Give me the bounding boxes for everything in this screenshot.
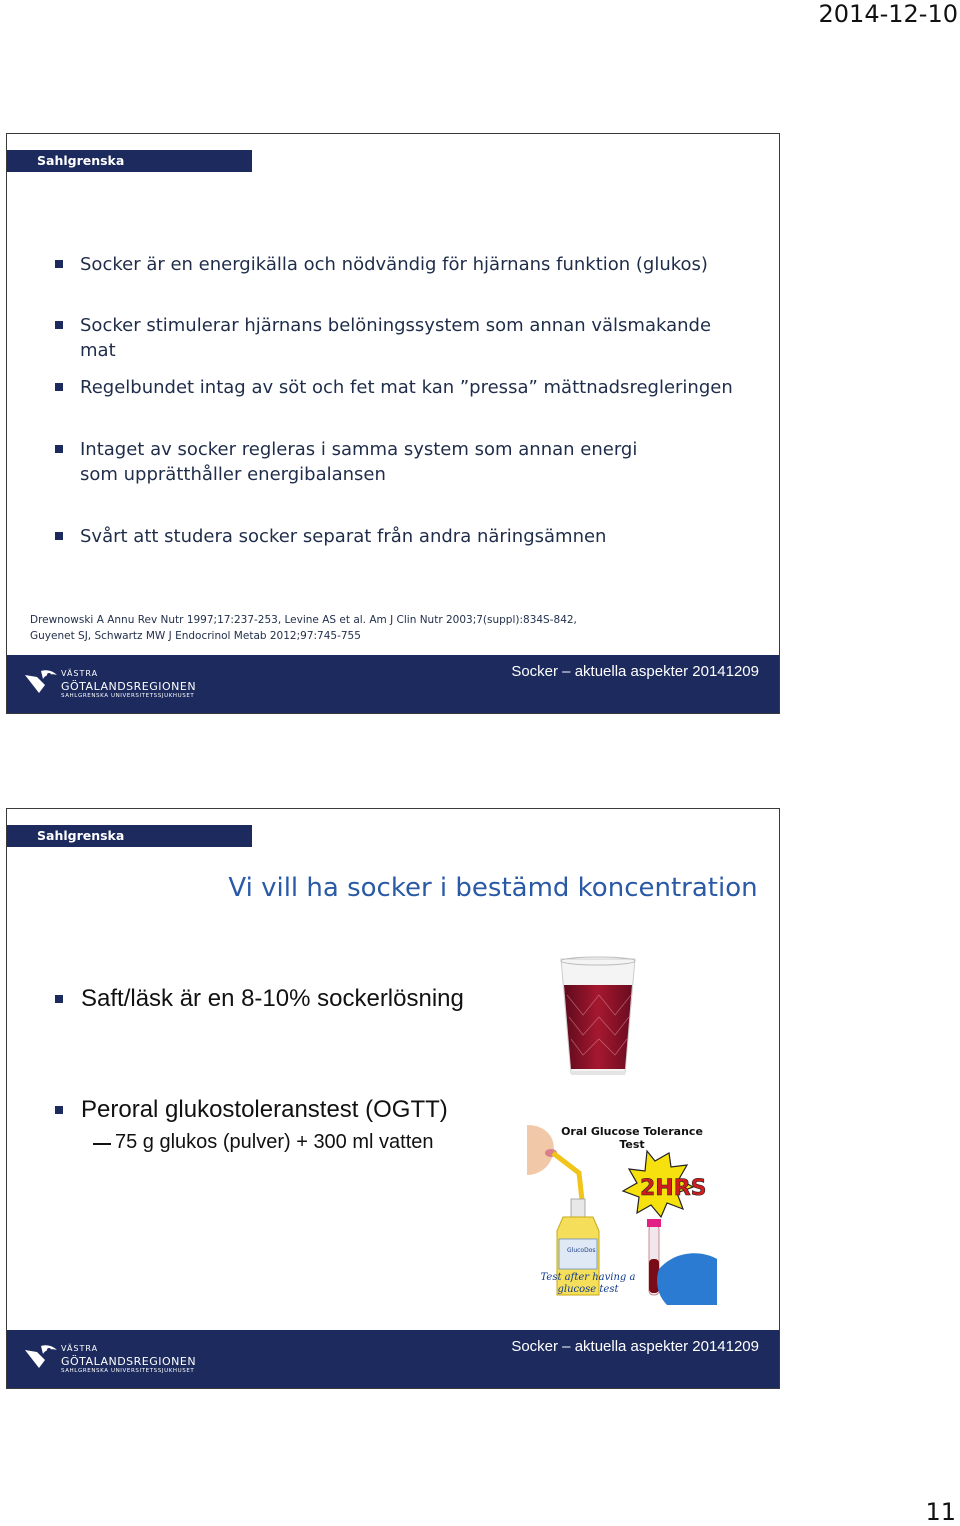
ogtt-badge: 2HRS [640,1176,707,1201]
bullet-marker [55,1106,63,1114]
reference-line: Drewnowski A Annu Rev Nutr 1997;17:237-253, Levine AS et al. Am J Clin Nutr 2003;7(suppl):834S-842, [30,614,577,626]
juice-glass-image [553,955,643,1077]
slide-header: Sahlgrenska Universitetssjukhuset [7,150,252,172]
bullet-text: Socker stimulerar hjärnans belöningssystem som annan välsmakande mat [80,315,712,361]
footer-text: Socker – aktuella aspekter 20141209 [511,1338,759,1355]
bullet-text: Regelbundet intag av söt och fet mat kan ”pressa” mättnadsregleringen [80,377,733,398]
bullet-text: Socker är en energikälla och nödvändig för hjärnans funktion (glukos) [80,254,708,275]
vgr-logo [23,667,197,703]
bullet-marker [55,260,63,268]
sub-bullet-text: 75 g glukos (pulver) + 300 ml vatten [115,1131,434,1153]
footer-text: Socker – aktuella aspekter 20141209 [511,663,759,680]
reference-line: Guyenet SJ, Schwartz MW J Endocrinol Metab 2012;97:745-755 [30,630,361,642]
slide-header: Sahlgrenska Universitetssjukhuset [7,825,252,847]
bullet-marker [55,321,63,329]
bullet-marker [55,532,63,540]
bullet-marker [55,995,63,1003]
vgr-logo-icon [23,1342,59,1372]
logo-line: VÄSTRA [61,1344,99,1353]
logo-line: GÖTALANDSREGIONEN [61,680,197,693]
bottle-label: GlucoDos [567,1247,596,1254]
bullet-text: Saft/läsk är en 8-10% sockerlösning [81,985,464,1012]
ogtt-caption: Test after having a glucose test [540,1272,636,1295]
bullet-text: Svårt att studera socker separat från andra näringsämnen [80,526,607,547]
vgr-logo [23,1342,197,1378]
bullet-text: Intaget av socker regleras i samma system som annan energi som upprätthåller energibalansen [80,439,638,485]
bullet-text: Peroral glukostoleranstest (OGTT) [81,1096,448,1123]
slide-2 [6,808,780,1389]
bullet-marker [55,445,63,453]
logo-line: VÄSTRA [61,669,99,678]
logo-line: GÖTALANDSREGIONEN [61,1355,197,1368]
bullet-marker [55,383,63,391]
logo-line: SAHLGRENSKA UNIVERSITETSSJUKHUSET [61,693,195,699]
slide-footer [7,655,779,713]
page-number: 11 [925,1498,956,1526]
references [30,612,760,644]
ogtt-image [527,1119,717,1305]
ogtt-image-title: Oral Glucose Tolerance Test [561,1125,703,1151]
page-date: 2014-12-10 [818,0,958,28]
slide-title: Vi vill ha socker i bestämd koncentration [228,873,758,903]
slide-footer [7,1330,779,1388]
vgr-logo-icon [23,667,59,697]
sub-bullet-dash [93,1143,111,1145]
logo-line: SAHLGRENSKA UNIVERSITETSSJUKHUSET [61,1368,195,1374]
slide-1 [6,133,780,714]
